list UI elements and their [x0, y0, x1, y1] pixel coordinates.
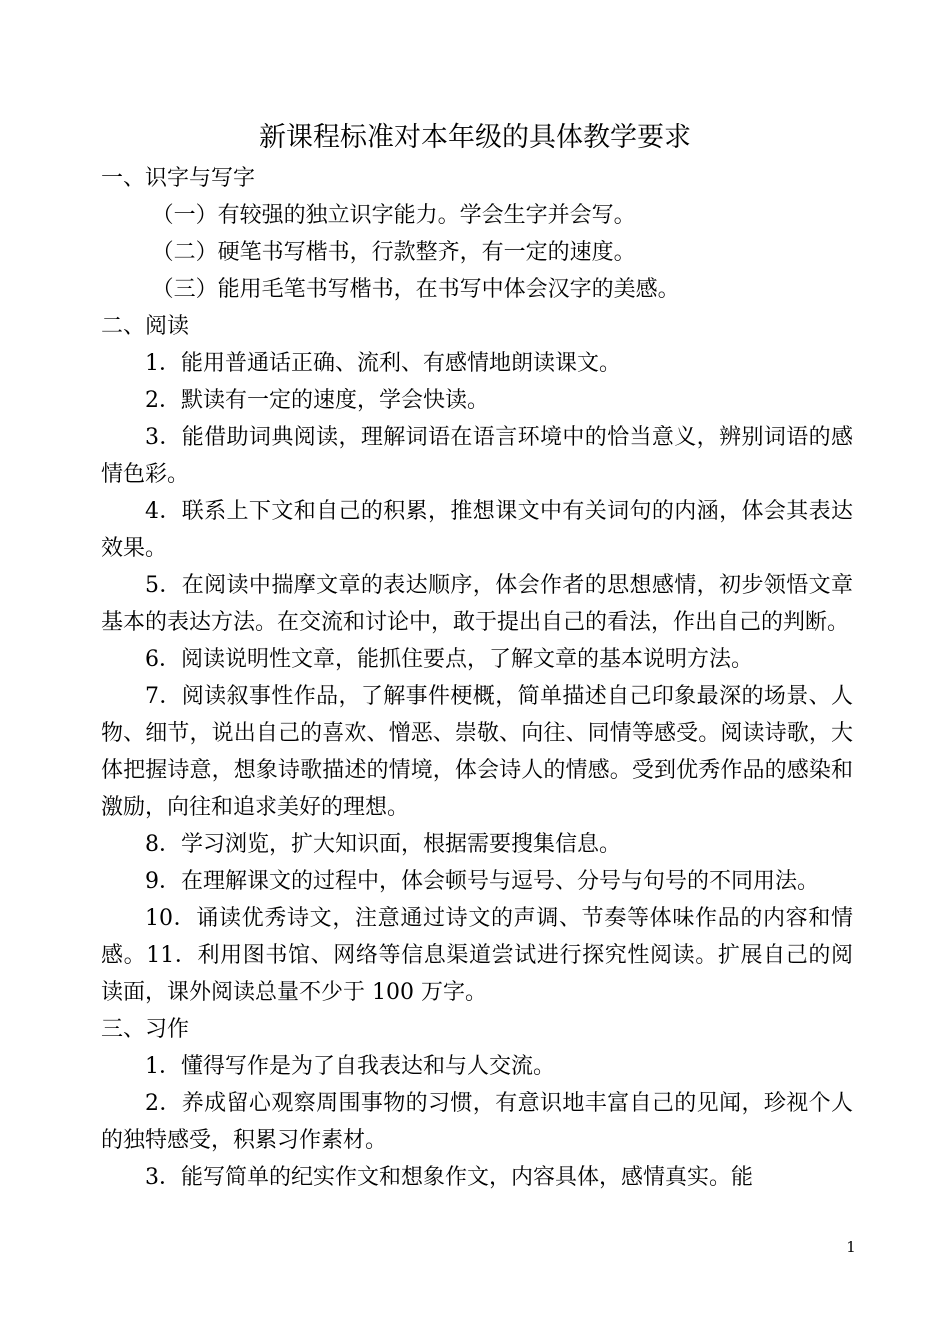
list-item: 6．阅读说明性文章，能抓住要点，了解文章的基本说明方法。: [145, 647, 753, 672]
list-item: （一）有较强的独立识字能力。学会生字并会写。: [151, 203, 636, 228]
list-item: 1．能用普通话正确、流利、有感情地朗读课文。: [145, 351, 621, 376]
list-item: 10．诵读优秀诗文，注意通过诗文的声调、节奏等体味作品的内容和情感。11．利用图书馆、网络等信息渠道尝试进行探究性阅读。扩展自己的阅读面，课外阅读总量不少于 100 万字。: [101, 906, 853, 1005]
page-number: 1: [846, 1238, 856, 1256]
list-item: 2．养成留心观察周围事物的习惯，有意识地丰富自己的见闻，珍视个人的独特感受，积累习作素材。: [101, 1091, 853, 1153]
list-item: 9．在理解课文的过程中，体会顿号与逗号、分号与句号的不同用法。: [145, 869, 819, 894]
list-item: 8．学习浏览，扩大知识面，根据需要搜集信息。: [145, 832, 621, 857]
list-item: 3．能借助词典阅读，理解词语在语言环境中的恰当意义，辨别词语的感情色彩。: [101, 425, 853, 487]
document-body: [101, 160, 853, 1196]
document-title: 新课程标准对本年级的具体教学要求: [259, 122, 691, 153]
list-item: 3．能写简单的纪实作文和想象作文，内容具体，感情真实。能: [145, 1165, 753, 1190]
list-item: （二）硬笔书写楷书，行款整齐，有一定的速度。: [151, 240, 636, 265]
section-heading-reading: 二、阅读: [101, 314, 190, 339]
list-item: （三）能用毛笔书写楷书，在书写中体会汉字的美感。: [151, 277, 680, 302]
list-item: 2．默读有一定的速度，学会快读。: [145, 388, 489, 413]
section-heading-literacy: 一、识字与写字: [101, 166, 256, 191]
section-heading-writing: 三、习作: [101, 1017, 190, 1042]
list-item: 1．懂得写作是为了自我表达和与人交流。: [145, 1054, 555, 1079]
list-item: 7．阅读叙事性作品，了解事件梗概，简单描述自己印象最深的场景、人物、细节，说出自己的喜欢、憎恶、崇敬、向往、同情等感受。阅读诗歌，大体把握诗意，想象诗歌描述的情境，体会诗人的情感。受到优秀作品的感染和激励，向往和追求美好的理想。: [101, 684, 853, 820]
list-item: 5．在阅读中揣摩文章的表达顺序，体会作者的思想感情，初步领悟文章基本的表达方法。在交流和讨论中，敢于提出自己的看法，作出自己的判断。: [101, 573, 853, 635]
list-item: 4．联系上下文和自己的积累，推想课文中有关词句的内涵，体会其表达效果。: [101, 499, 853, 561]
